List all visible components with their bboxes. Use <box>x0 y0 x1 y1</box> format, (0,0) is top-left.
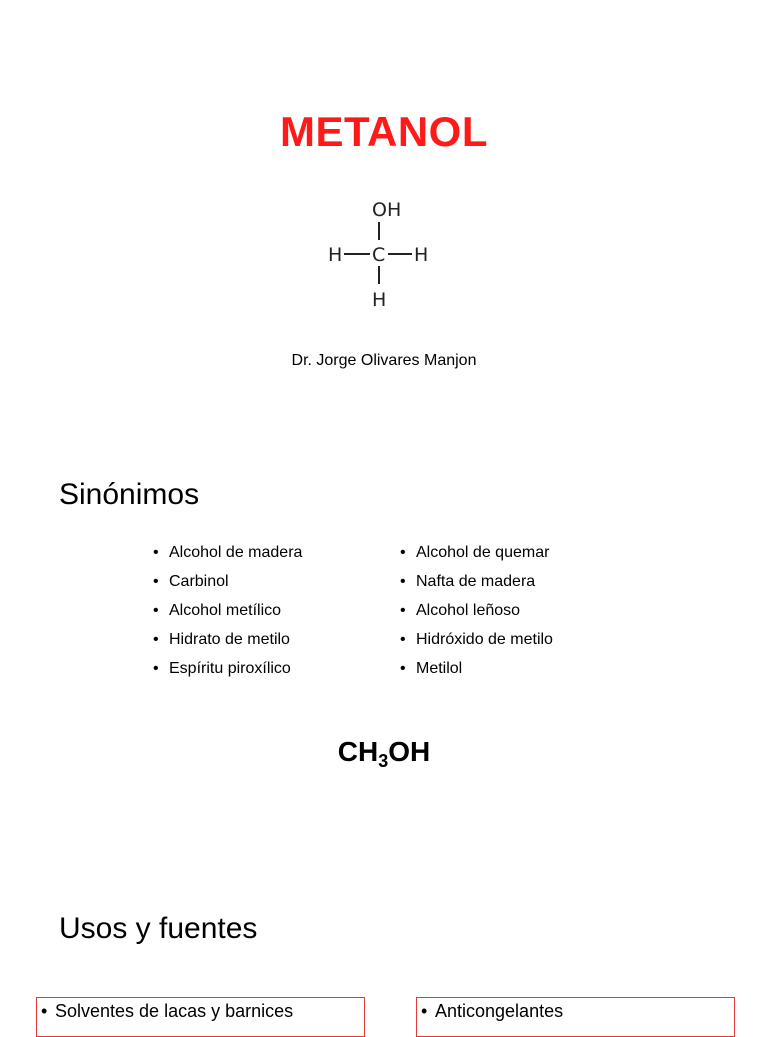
structure-h-left: H <box>328 244 343 266</box>
structure-h-bottom: H <box>372 289 387 311</box>
list-item: • Alcohol de quemar <box>400 543 553 572</box>
uses-box-left-text: Solventes de lacas y barnices <box>55 1001 294 1021</box>
list-item: • Alcohol de madera <box>153 543 302 572</box>
chemical-formula <box>0 736 768 772</box>
list-item: • Hidróxido de metilo <box>400 630 553 659</box>
structure-oh: OH <box>372 199 402 221</box>
formula-subscript: 3 <box>378 751 389 771</box>
synonyms-heading: Sinónimos <box>59 478 200 511</box>
structure-h-right: H <box>414 244 429 266</box>
bullet-icon: • <box>41 1001 48 1021</box>
methanol-structural-formula <box>320 192 440 312</box>
list-item: • Metilol <box>400 659 553 688</box>
list-item: • Alcohol leñoso <box>400 601 553 630</box>
bullet-icon: • <box>421 1001 428 1021</box>
list-item: • Alcohol metílico <box>153 601 302 630</box>
synonyms-list-right <box>400 543 553 688</box>
list-item: • Nafta de madera <box>400 572 553 601</box>
uses-box-right-text: Anticongelantes <box>435 1001 564 1021</box>
list-item: • Hidrato de metilo <box>153 630 302 659</box>
formula-part1: CH <box>337 736 379 767</box>
slide-uses <box>0 862 768 1024</box>
slide-synonyms <box>0 430 768 862</box>
synonyms-list-left <box>153 543 302 688</box>
uses-box-right <box>416 997 735 1037</box>
list-item: • Espíritu piroxílico <box>153 659 302 688</box>
page-title: METANOL <box>279 108 489 155</box>
formula-part2: OH <box>388 736 431 767</box>
list-item: • Carbinol <box>153 572 302 601</box>
uses-box-left <box>36 997 365 1037</box>
structure-c: C <box>372 244 386 266</box>
uses-heading: Usos y fuentes <box>59 912 258 945</box>
author-name: Dr. Jorge Olivares Manjon <box>291 352 477 369</box>
slide-title <box>0 0 768 430</box>
